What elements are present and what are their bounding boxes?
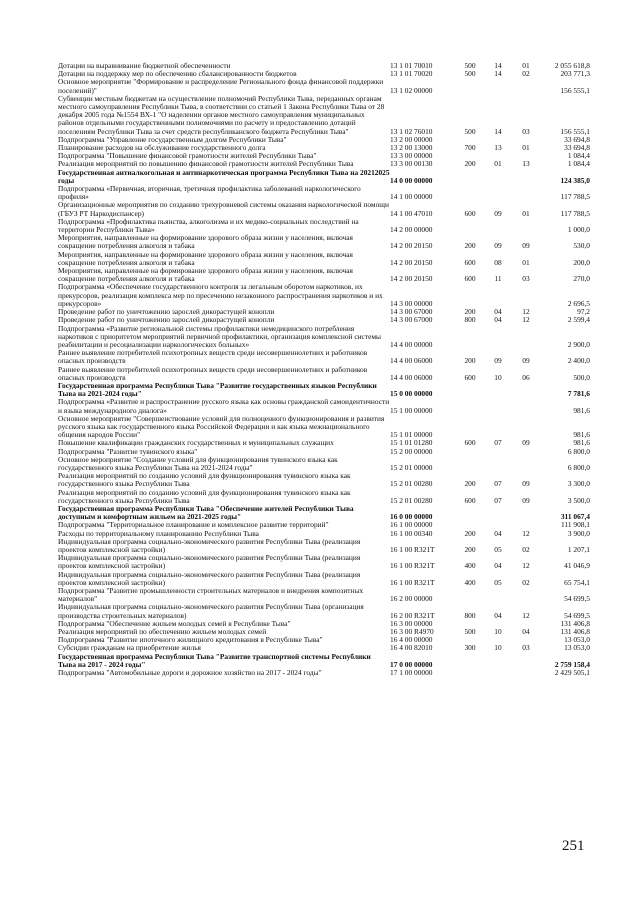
target-code: 13 1 01 70010 [390, 61, 433, 70]
section-code: 07 [494, 495, 502, 505]
expense-type: 800 [464, 315, 476, 325]
target-code: 16 1 00 R321T [390, 561, 435, 571]
expense-type: 700 [464, 143, 476, 153]
amount: 13 053,0 [564, 643, 590, 653]
amount: 2 055 618,8 [554, 61, 590, 70]
amount: 156 555,1 [560, 126, 590, 136]
subsection-code: 13 [522, 159, 530, 169]
amount: 500,0 [573, 372, 590, 382]
amount: 111 908,1 [560, 520, 590, 530]
row-name: Подпрограмма "Повышение финансовой грамотности жителей Республики Тыва" [58, 151, 317, 161]
amount: 203 771,3 [560, 69, 590, 79]
row-name: Государственная программа Республики Тыва "Обеспечение жителей Республики Тыва доступным и комфортным жильем на 2021-2025 годы" [58, 503, 354, 522]
budget-table [58, 62, 590, 677]
section-code: 09 [494, 241, 502, 251]
subsection-code: 09 [522, 356, 530, 366]
subsection-code: 01 [522, 257, 530, 267]
subsection-code: 01 [522, 208, 530, 218]
row-name: Государственная программа Республики Тыва "Развитие государственных языков Республики Тыва на 2021-2024 годы" [58, 380, 377, 399]
table-row [58, 554, 590, 570]
section-code: 10 [494, 643, 502, 653]
target-code: 13 2 00 00000 [390, 134, 433, 144]
expense-type: 500 [464, 627, 476, 637]
target-code: 16 0 00 00000 [390, 512, 433, 522]
section-code: 08 [494, 257, 502, 267]
row-name: Подпрограмма «Развитие и распространение русского языка как основы гражданской самоидентичности и языка международного диалога» [58, 397, 390, 415]
table-row [58, 571, 590, 587]
target-code: 14 0 00 00000 [390, 175, 433, 185]
table-row [58, 267, 590, 283]
expense-type: 200 [464, 544, 476, 554]
expense-type: 200 [464, 528, 476, 538]
amount: 981,6 [573, 430, 590, 440]
expense-type: 400 [464, 561, 476, 571]
amount: 117 788,5 [560, 192, 590, 202]
amount: 54 699,5 [564, 610, 590, 620]
amount: 65 754,1 [564, 577, 590, 587]
expense-type: 800 [464, 610, 476, 620]
expense-type: 500 [464, 126, 476, 136]
target-code: 13 3 00 00130 [390, 159, 433, 169]
table-row [58, 218, 590, 234]
target-code: 14 1 00 47010 [390, 208, 433, 218]
target-code: 15 2 01 00000 [390, 462, 433, 472]
amount: 2 900,0 [567, 339, 590, 349]
amount: 2 429 505,1 [554, 668, 590, 678]
expense-type: 400 [464, 577, 476, 587]
target-code: 17 1 00 00000 [390, 668, 433, 678]
target-code: 16 1 00 R321T [390, 577, 435, 587]
amount: 311 067,4 [560, 512, 590, 522]
row-name: Субсидии гражданам на приобретение жилья [58, 643, 201, 653]
section-code: 14 [494, 69, 502, 79]
amount: 2 599,4 [567, 315, 590, 325]
target-code: 14 2 00 20150 [390, 241, 433, 251]
table-row [58, 251, 590, 267]
target-code: 16 4 00 00000 [390, 635, 433, 645]
expense-type: 200 [464, 479, 476, 489]
subsection-code: 12 [522, 561, 530, 571]
amount: 6 800,0 [567, 462, 590, 472]
row-name: Подпрограмма "Обеспечение жильем молодых семей в Республике Тыва" [58, 618, 291, 628]
amount: 981,6 [573, 438, 590, 448]
section-code: 07 [494, 479, 502, 489]
row-name: Подпрограмма "Автомобильные дороги и дорожное хозяйство на 2017 - 2024 годы" [58, 668, 322, 678]
target-code: 14 3 00 00000 [390, 298, 433, 308]
row-name: Основное мероприятие "Формирование и распределение Регионального фонда финансовой поддержки поселений)" [58, 77, 384, 95]
table-row [58, 587, 590, 603]
amount: 3 900,0 [567, 528, 590, 538]
table-row [58, 185, 590, 201]
table-row [58, 349, 590, 365]
table-row [58, 95, 590, 136]
row-name: Подпрограмма "Развитие ипотечного жилищного кредитования в Республике Тыва" [58, 635, 323, 645]
amount: 1 084,4 [567, 159, 590, 169]
row-name: Реализация мероприятий по созданию условий для функционирования тувинского языка как государственного языка Республики Тыва [58, 471, 351, 489]
table-row [58, 653, 590, 669]
target-code: 14 3 00 67000 [390, 315, 433, 325]
amount: 1 000,0 [567, 225, 590, 235]
row-name: Мероприятия, направленные на формирование здорового образа жизни у населения, включая сокращение потребления алкоголя и табака [58, 233, 353, 251]
amount: 13 053,0 [564, 635, 590, 645]
expense-type: 500 [464, 61, 476, 70]
amount: 7 781,6 [567, 389, 590, 399]
table-row [58, 325, 590, 350]
amount: 124 385,0 [560, 175, 590, 185]
target-code: 13 1 01 70020 [390, 69, 433, 79]
section-code: 04 [494, 307, 502, 317]
subsection-code: 09 [522, 495, 530, 505]
expense-type: 600 [464, 495, 476, 505]
table-row [58, 669, 590, 677]
expense-type: 600 [464, 438, 476, 448]
expense-type: 300 [464, 643, 476, 653]
subsection-code: 12 [522, 528, 530, 538]
table-row [58, 505, 590, 521]
subsection-code: 09 [522, 479, 530, 489]
row-name: Дотации на выравнивание бюджетной обеспеченности [58, 61, 231, 70]
target-code: 15 0 00 00000 [390, 389, 433, 399]
amount: 117 788,5 [560, 208, 590, 218]
target-code: 16 2 00 R321T [390, 610, 435, 620]
subsection-code: 03 [522, 274, 530, 284]
amount: 33 694,8 [564, 143, 590, 153]
row-name: Реализация мероприятий по созданию условий для функционирования тувинского языка как государственного языка Республики Тыва [58, 487, 351, 505]
target-code: 14 2 00 20150 [390, 257, 433, 267]
section-code: 04 [494, 610, 502, 620]
row-name: Раннее выявление потребителей психотропных веществ среди несовершеннолетних и работников опасных производств [58, 364, 368, 382]
table-row [58, 489, 590, 505]
row-name: Дотации на поддержку мер по обеспечению сбалансированности бюджетов [58, 69, 297, 79]
subsection-code: 03 [522, 126, 530, 136]
row-name: Подпрограмма «Обеспечение государственного контроля за легальным оборотом наркотиков, их прекурсоров, реализация комплекса мер по пресечению незаконного распространения наркотиков и их прекурсоров» [58, 282, 383, 308]
section-code: 07 [494, 438, 502, 448]
row-name: Государственная антиалкогольная и антинаркотическая программа Республики Тыва на 20212025 годы [58, 167, 390, 185]
row-name: Индивидуальная программа социально-экономического развития Республики Тыва (реализация проектов комплексной застройки) [58, 569, 361, 587]
target-code: 13 3 00 00000 [390, 151, 433, 161]
expense-type: 600 [464, 208, 476, 218]
table-row [58, 415, 590, 440]
amount: 981,6 [573, 405, 590, 415]
row-name: Подпрограмма "Развитие тувинского языка" [58, 446, 198, 456]
row-name: Государственная программа Республики Тыва "Развитие транспортной системы Республики Тыва на 2017 - 2024 годы" [58, 651, 371, 669]
target-code: 15 1 01 01280 [390, 438, 433, 448]
expense-type: 500 [464, 69, 476, 79]
expense-type: 600 [464, 257, 476, 267]
amount: 270,0 [573, 274, 590, 284]
subsection-code: 02 [522, 69, 530, 79]
table-row [58, 366, 590, 382]
row-name: Индивидуальная программа социально-экономического развития Республики Тыва (реализация проектов комплексной застройки) [58, 536, 361, 554]
row-name: Планирование расходов на обслуживание государственного долга [58, 143, 266, 153]
expense-type: 600 [464, 372, 476, 382]
table-row [58, 283, 590, 308]
row-name: Расходы по территориальному планированию Республики Тыва [58, 528, 259, 538]
row-name: Подпрограмма "Территориальное планирование и комплексное развитие территорий" [58, 520, 329, 530]
subsection-code: 12 [522, 315, 530, 325]
row-name: Основное мероприятие "Совершенствование условий для полноценного функционирования и развития русского языка как государственного языка Российской Федерации и как языка межнационального общения народов России" [58, 413, 385, 440]
amount: 1 084,4 [567, 151, 590, 161]
section-code: 04 [494, 315, 502, 325]
target-code: 16 1 00 R321T [390, 544, 435, 554]
section-code: 13 [494, 143, 502, 153]
section-code: 10 [494, 372, 502, 382]
subsection-code: 12 [522, 610, 530, 620]
section-code: 14 [494, 61, 502, 70]
table-row [58, 472, 590, 488]
target-code: 16 1 00 00000 [390, 520, 433, 530]
row-name: Субвенции местным бюджетам на осуществление полномочий Республики Тыва, переданных органам местного самоуправления Республики Тыва, в соответствии со статьей 1 Закона Республики Тыва от 28 декабря 2005 года №1554 ВХ-1 "О наделении органов местного самоуправления муниципальных районов отдельными государственными полномочиями по расчету и предоставлению дотаций поселениям Республики Тыва за счет средств республиканского бюджета Республики Тыва" [58, 93, 385, 136]
target-code: 14 4 00 06000 [390, 356, 433, 366]
row-name: Реализация мероприятий по повышению финансовой грамотности жителей Республики Тыва [58, 159, 354, 169]
target-code: 13 1 02 76010 [390, 126, 433, 136]
row-name: Реализация мероприятий по обеспечению жильем молодых семей [58, 627, 267, 637]
subsection-code: 02 [522, 577, 530, 587]
subsection-code: 12 [522, 307, 530, 317]
target-code: 16 2 00 00000 [390, 594, 433, 604]
amount: 156 555,1 [560, 85, 590, 95]
target-code: 15 2 01 00280 [390, 495, 433, 505]
section-code: 09 [494, 356, 502, 366]
amount: 530,0 [573, 241, 590, 251]
target-code: 13 2 00 13000 [390, 143, 433, 153]
row-name: Подпрограмма «Профилактика пьянства, алкоголизма и их медико-социальных последствий на территории Республики Тыва» [58, 216, 359, 235]
expense-type: 200 [464, 307, 476, 317]
expense-type: 200 [464, 241, 476, 251]
row-name: Основное мероприятие "Создание условий для функционирования тувинского языка как государственного языка Республики Тыва на 2021-2024 годы" [58, 454, 338, 472]
row-name: Организационные мероприятия по созданию трехуровневой системы оказания наркологической помощи (ГБУЗ РТ Наркодиспансер) [58, 200, 389, 218]
amount: 33 694,8 [564, 134, 590, 144]
row-name: Раннее выявление потребителей психотропных веществ среди несовершеннолетних и работников опасных производств [58, 348, 368, 366]
section-code: 11 [494, 274, 502, 284]
amount: 3 500,0 [567, 495, 590, 505]
amount: 3 300,0 [567, 479, 590, 489]
target-code: 14 4 00 00000 [390, 339, 433, 349]
amount: 131 406,8 [560, 618, 590, 628]
target-code: 14 2 00 20150 [390, 274, 433, 284]
section-code: 10 [494, 627, 502, 637]
target-code: 17 0 00 00000 [390, 659, 433, 669]
target-code: 15 2 01 00280 [390, 479, 433, 489]
row-name: Подпрограмма "Управление государственным долгом Республики Тыва" [58, 134, 287, 144]
amount: 54 699,5 [564, 594, 590, 604]
section-code: 05 [494, 577, 502, 587]
row-name: Подпрограмма "Развитие промышленности строительных материалов и внедрения композитных материалов" [58, 586, 364, 604]
row-name: Мероприятия, направленные на формирование здорового образа жизни у населения, включая сокращение потребления алкоголя и табака [58, 266, 353, 284]
amount: 2 400,0 [567, 356, 590, 366]
section-code: 05 [494, 544, 502, 554]
table-row [58, 603, 590, 619]
target-code: 14 4 00 06000 [390, 372, 433, 382]
section-code: 09 [494, 208, 502, 218]
expense-type: 200 [464, 356, 476, 366]
amount: 97,2 [577, 307, 590, 317]
subsection-code: 03 [522, 643, 530, 653]
amount: 41 046,9 [564, 561, 590, 571]
section-code: 04 [494, 561, 502, 571]
amount: 131 406,8 [560, 627, 590, 637]
table-row [58, 456, 590, 472]
target-code: 15 1 01 00000 [390, 430, 433, 440]
target-code: 13 1 02 00000 [390, 85, 433, 95]
table-row [58, 382, 590, 398]
subsection-code: 06 [522, 372, 530, 382]
row-name: Индивидуальная программа социально-экономического развития Республики Тыва (организация производства строительных материалов) [58, 602, 364, 620]
table-row [58, 169, 590, 185]
amount: 1 207,1 [567, 544, 590, 554]
subsection-code: 04 [522, 627, 530, 637]
table-row [58, 201, 590, 217]
subsection-code: 01 [522, 143, 530, 153]
row-name: Повышение квалификации гражданских государственных и муниципальных служащих [58, 438, 334, 448]
subsection-code: 02 [522, 544, 530, 554]
row-name: Подпрограмма «Первичная, вторичная, третичная профилактика заболеваний наркологического профиля» [58, 184, 361, 202]
table-row [58, 538, 590, 554]
section-code: 04 [494, 528, 502, 538]
row-name: Подпрограмма «Развитие региональной системы профилактики немедицинского потребления наркотиков с приоритетом мероприятий первичной профилактики, организация комплексной системы реабилитации и ресоциализации наркологических больных» [58, 323, 381, 349]
table-row [58, 78, 590, 94]
amount: 2 696,5 [567, 298, 590, 308]
subsection-code: 09 [522, 438, 530, 448]
target-code: 14 3 00 67000 [390, 307, 433, 317]
subsection-code: 09 [522, 241, 530, 251]
table-row [58, 234, 590, 250]
target-code: 16 4 00 82010 [390, 643, 433, 653]
section-code: 01 [494, 159, 502, 169]
amount: 200,0 [573, 257, 590, 267]
expense-type: 600 [464, 274, 476, 284]
table-row [58, 398, 590, 414]
target-code: 14 1 00 00000 [390, 192, 433, 202]
row-name: Проведение работ по уничтожению зарослей дикорастущей конопли [58, 307, 275, 317]
page-number: 251 [562, 838, 585, 854]
target-code: 16 3 00 00000 [390, 618, 433, 628]
target-code: 16 3 00 R4970 [390, 627, 434, 637]
target-code: 16 1 00 00340 [390, 528, 433, 538]
row-name: Мероприятия, направленные на формирование здорового образа жизни у населения, включая сокращение потребления алкоголя и табака [58, 249, 353, 267]
expense-type: 200 [464, 159, 476, 169]
row-name: Индивидуальная программа социально-экономического развития Республики Тыва (реализация проектов комплексной застройки) [58, 553, 361, 571]
target-code: 15 1 00 00000 [390, 405, 433, 415]
subsection-code: 01 [522, 61, 530, 70]
amount: 6 800,0 [567, 446, 590, 456]
target-code: 14 2 00 00000 [390, 225, 433, 235]
target-code: 15 2 00 00000 [390, 446, 433, 456]
section-code: 14 [494, 126, 502, 136]
row-name: Проведение работ по уничтожению зарослей дикорастущей конопли [58, 315, 275, 325]
amount: 2 759 158,4 [554, 659, 590, 669]
